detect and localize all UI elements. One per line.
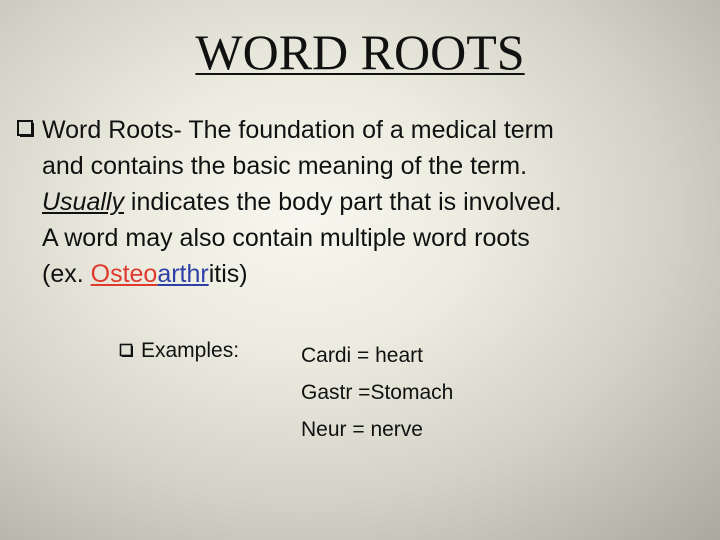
examples-label: Examples:	[141, 339, 240, 362]
main-bullet-text	[42, 112, 696, 292]
slide-title	[0, 24, 720, 80]
bullet-line-4: A word may also contain multiple word roots	[42, 224, 530, 252]
root-arthr: arthr	[157, 260, 209, 288]
main-bullet	[16, 112, 696, 292]
example-item: Cardi = heart	[301, 344, 423, 367]
usually-emphasis: Usually	[42, 188, 124, 216]
bullet-line-5	[42, 256, 696, 292]
example-prefix: (ex.	[42, 260, 91, 288]
bullet-line-2: and contains the basic meaning of the term.	[42, 152, 528, 180]
bullet-line-3	[42, 184, 696, 220]
bullet-line-3-rest: indicates the body part that is involved.	[123, 188, 562, 216]
hollow-square-bullet-icon	[119, 343, 133, 357]
examples-bullet	[119, 338, 239, 364]
root-osteo: Osteo	[90, 260, 158, 288]
examples-list	[301, 337, 453, 448]
bullet-line-1: Word Roots- The foundation of a medical term	[42, 116, 554, 144]
example-item: Neur = nerve	[301, 418, 423, 441]
example-item: Gastr =Stomach	[301, 381, 454, 404]
slide-title-text: WORD ROOTS	[195, 24, 525, 80]
hollow-square-bullet-icon	[16, 119, 34, 137]
example-suffix: itis)	[208, 260, 248, 288]
